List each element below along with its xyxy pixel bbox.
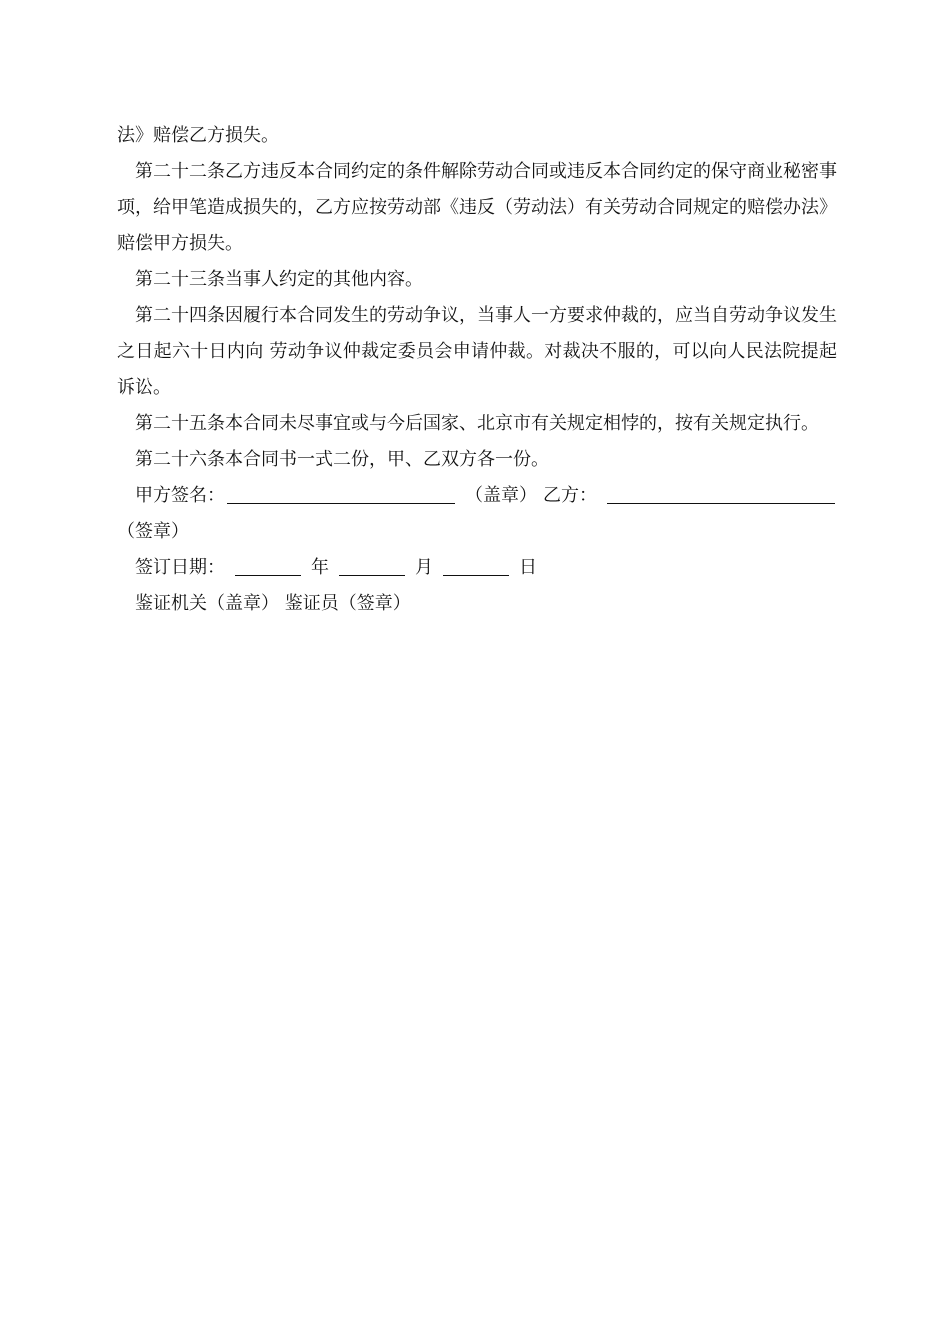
date-line xyxy=(117,550,837,586)
party-b-label: 乙方： xyxy=(543,485,597,506)
party-a-signature-blank[interactable] xyxy=(227,481,455,504)
authority-line: 鉴证机关（盖章） 鉴证员（签章） xyxy=(135,593,411,614)
article-25: 第二十五条本合同未尽事宜或与今后国家、北京市有关规定相悖的，按有关规定执行。 xyxy=(135,413,819,434)
day-label: 日 xyxy=(519,557,537,578)
party-a-seal: （盖章） xyxy=(465,485,537,506)
article-22: 第二十二条乙方违反本合同约定的条件解除劳动合同或违反本合同约定的保守商业秘密事项，给甲笔造成损失的，乙方应按劳动部《违反（劳动法）有关劳动合同规定的赔偿办法》赔偿甲方损失。 xyxy=(117,161,837,254)
article-24: 第二十四条因履行本合同发生的劳动争议，当事人一方要求仲裁的，应当自劳动争议发生之日起六十日内向 劳动争议仲裁定委员会申请仲裁。对裁决不服的，可以向人民法院提起诉讼。 xyxy=(117,305,837,398)
party-a-label: 甲方签名： xyxy=(135,485,225,506)
date-label: 签订日期： xyxy=(135,557,225,578)
article-26: 第二十六条本合同书一式二份，甲、乙双方各一份。 xyxy=(135,449,549,470)
party-b-signature-blank[interactable] xyxy=(607,481,835,504)
year-blank[interactable] xyxy=(235,553,301,576)
day-blank[interactable] xyxy=(443,553,509,576)
paragraph-continued: 法》赔偿乙方损失。 xyxy=(117,125,279,146)
contract-text xyxy=(117,118,837,622)
party-b-seal: （签章） xyxy=(117,521,189,542)
signature-line xyxy=(117,478,837,514)
article-23: 第二十三条当事人约定的其他内容。 xyxy=(135,269,423,290)
month-blank[interactable] xyxy=(339,553,405,576)
year-label: 年 xyxy=(311,557,329,578)
month-label: 月 xyxy=(415,557,433,578)
